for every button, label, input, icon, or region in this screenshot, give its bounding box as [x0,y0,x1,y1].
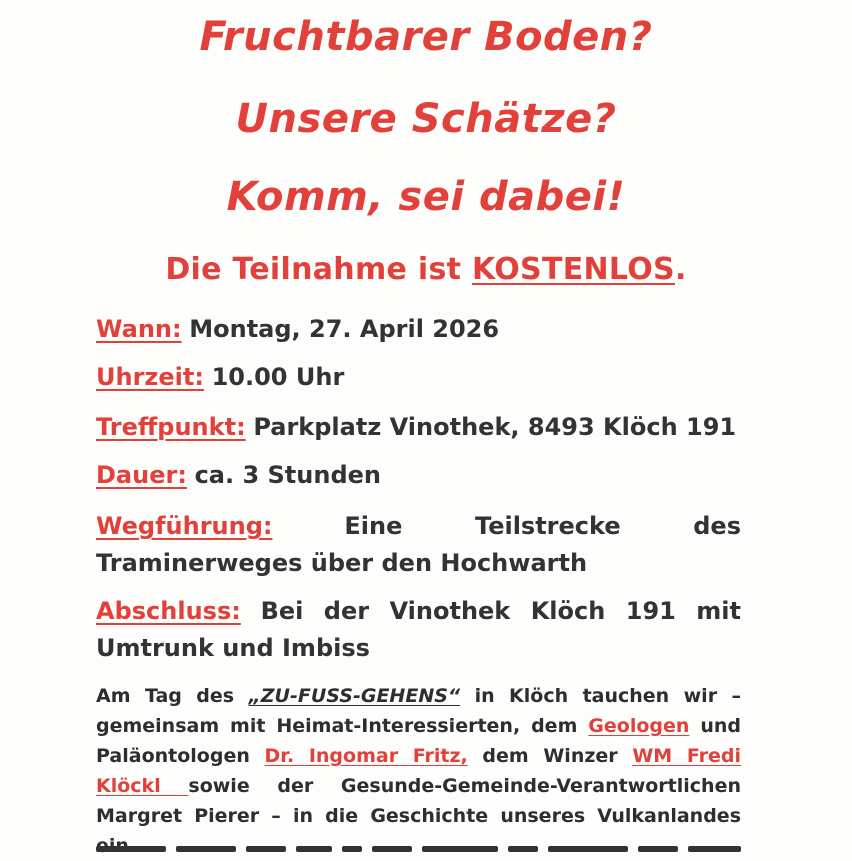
detail-time [96,359,741,396]
free-prefix: Die Teilnahme ist [165,252,473,287]
para-text-5: sowie der Gesunde-Gemeinde-Verantwortlichen Margret Pierer – in die Geschichte unseres Vulkanlandes [96,775,741,827]
detail-conclusion [96,593,741,667]
duration-label: Dauer: [96,461,187,489]
headline-join: Komm, sei dabei! [226,174,626,220]
detail-meeting-point [96,409,741,446]
para-text-3: und Paläontologen [96,715,741,767]
para-text-1: Am Tag des [96,685,249,707]
free-suffix: . [674,252,687,287]
detail-duration [96,457,741,494]
end-label: Abschluss: [96,597,241,625]
end-value: Bei der Vinothek Klöch 191 mit Umtrunk und Imbiss [96,597,741,662]
para-text-2: in Klöch tauchen wir – gemeinsam mit Heimat-Interessierten, dem [96,685,742,737]
time-label: Uhrzeit: [96,363,204,391]
description-paragraph [96,681,741,861]
headline-fertile-soil: Fruchtbarer Boden? [199,14,653,60]
para-text-4: dem Winzer [467,745,633,767]
headline-free-participation [0,252,852,287]
meet-label: Treffpunkt: [96,413,246,441]
when-label: Wann: [96,315,182,343]
para-winemaker-name: WM Fredi Klöckl [96,745,741,797]
route-value: Eine Teilstrecke des Traminerweges über den Hochwarth [96,512,741,577]
route-label: Wegführung: [96,512,273,540]
duration-value: ca. 3 Stunden [194,461,381,489]
meet-value: Parkplatz Vinothek, 8493 Klöch 191 [253,413,737,441]
para-geologist: Geologen [588,715,690,737]
free-emphasis: KOSTENLOS [472,252,675,287]
detail-route [96,508,741,582]
when-value: Montag, 27. April 2026 [189,315,500,343]
detail-when [96,311,741,348]
para-expert-name: Dr. Ingomar Fritz, [264,745,468,767]
headline-treasures: Unsere Schätze? [235,96,617,142]
para-event-name: „ZU-FUSS-GEHENS“ [248,685,461,707]
cut-off-text-line [96,838,741,852]
time-value: 10.00 Uhr [211,363,345,391]
